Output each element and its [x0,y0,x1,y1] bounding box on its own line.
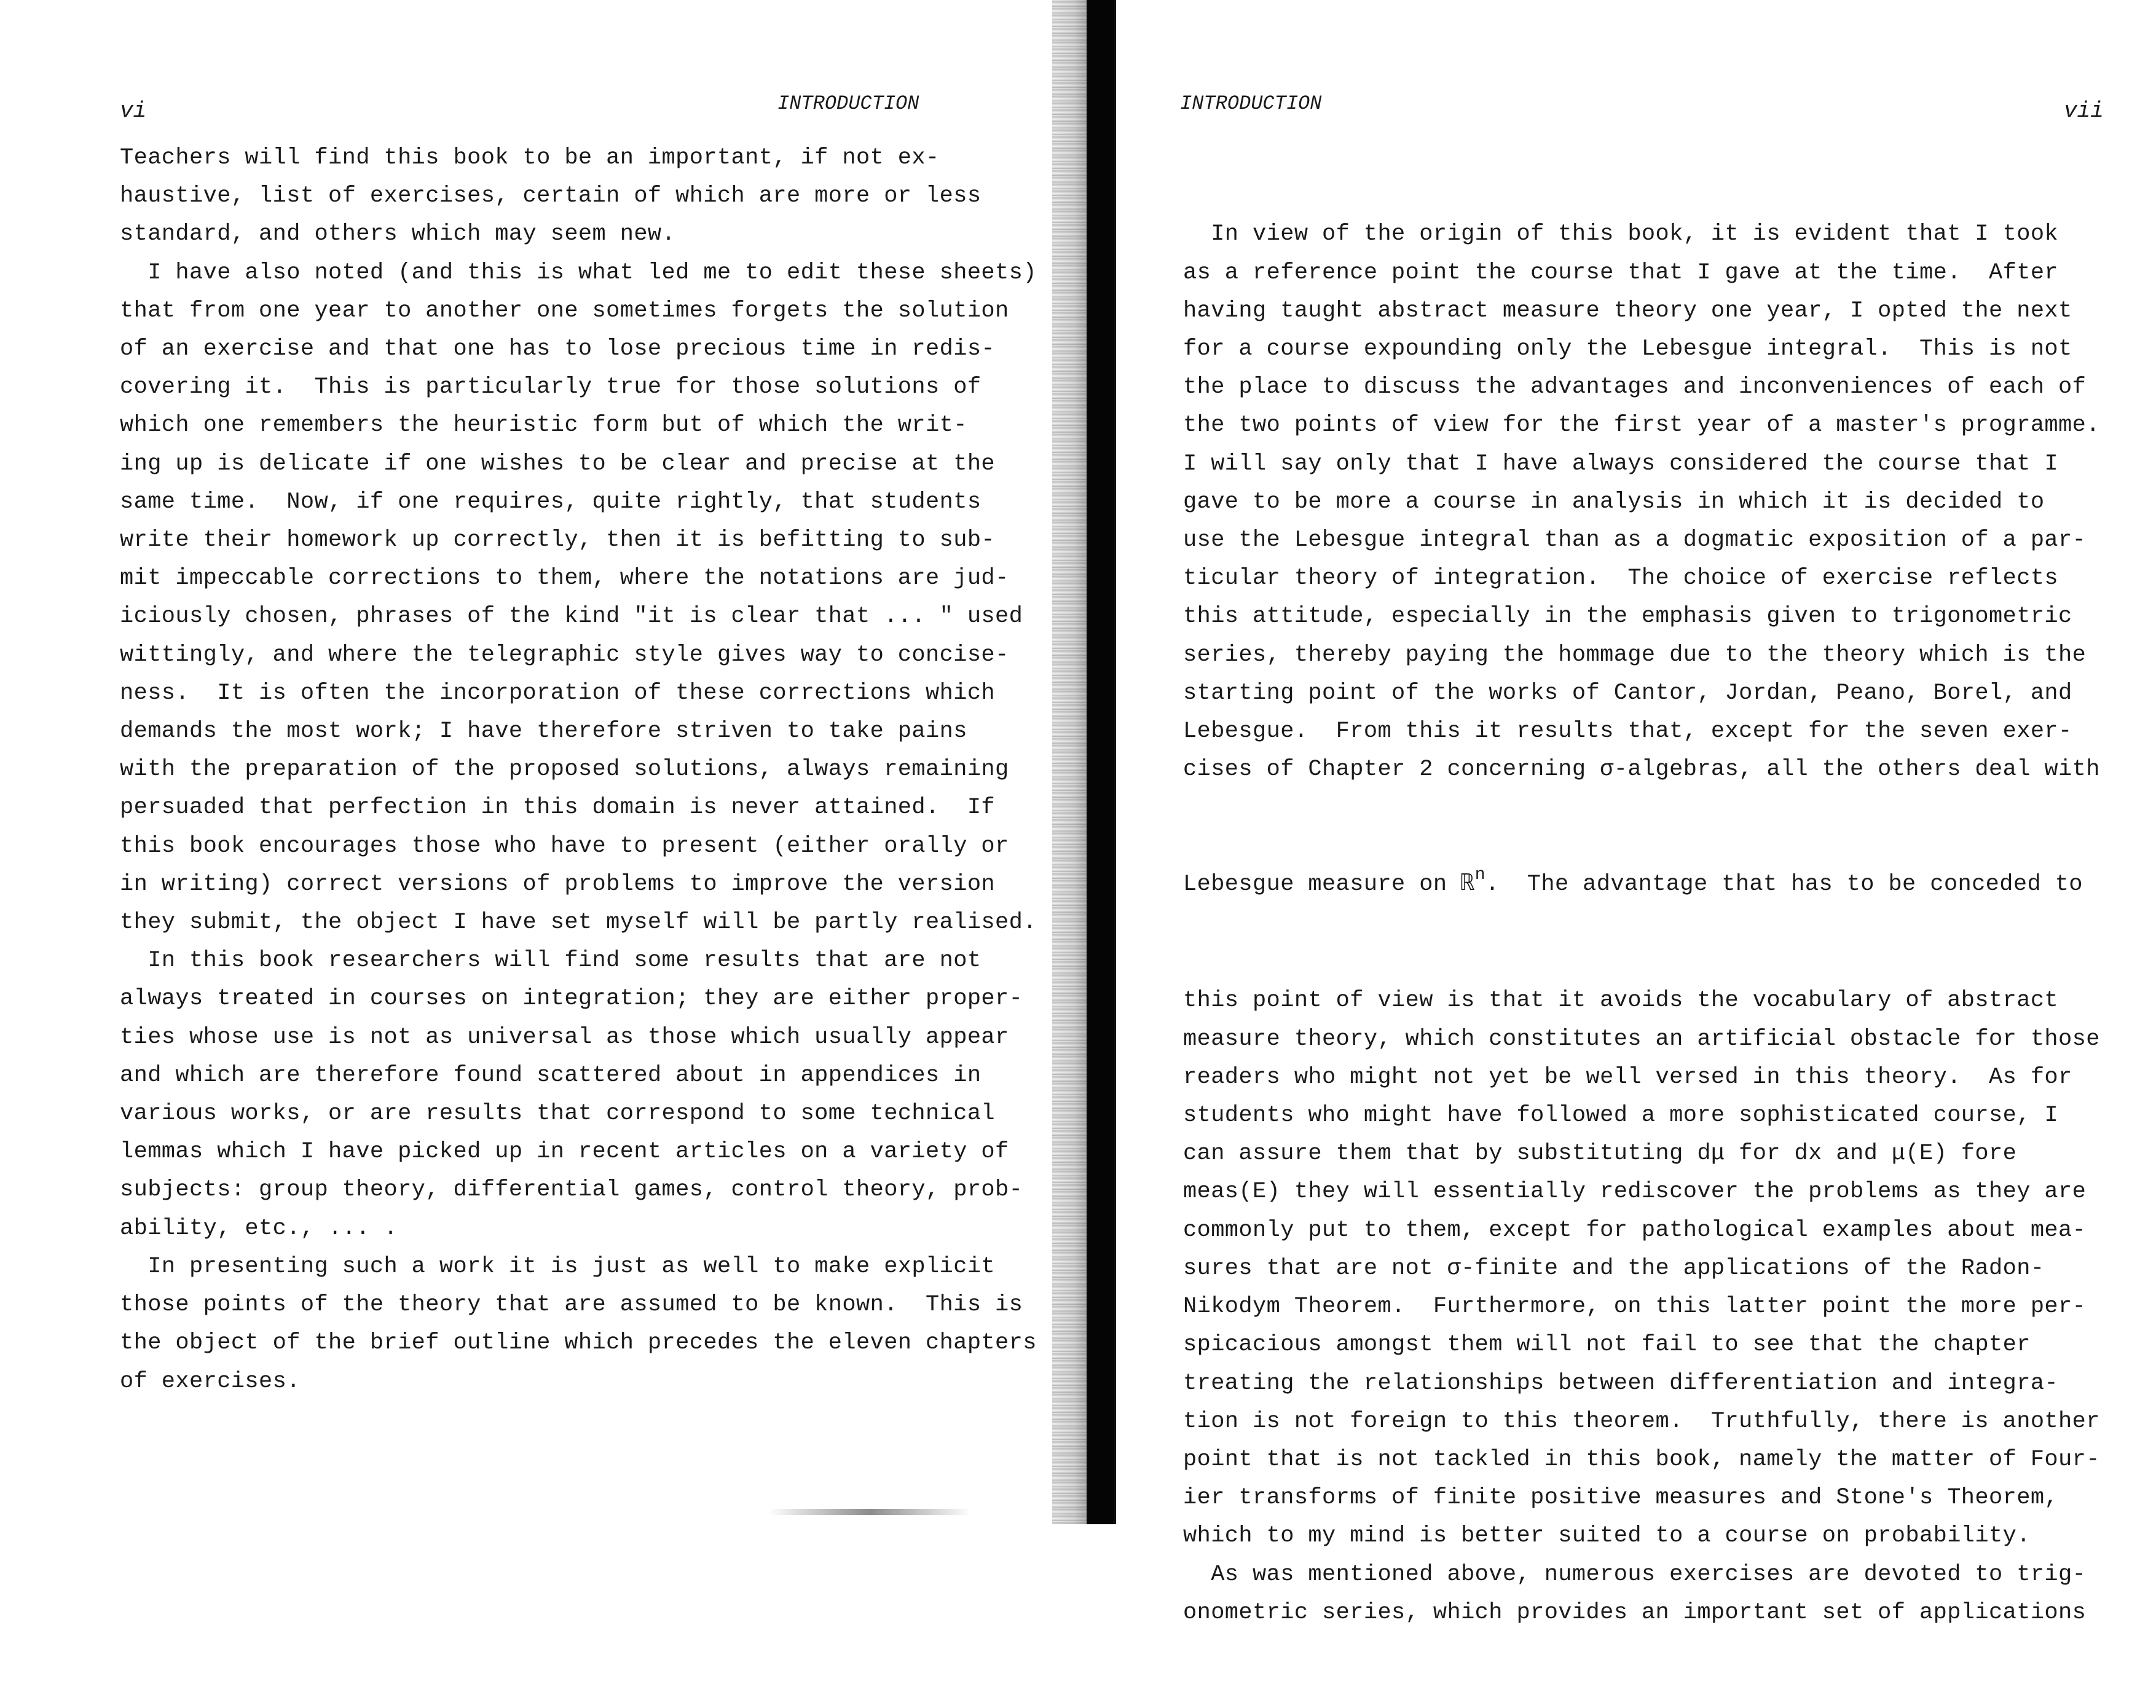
text-line: which one remembers the heuristic form but of which the writ- [120,412,967,439]
text-line: starting point of the works of Cantor, Jordan, Peano, Borel, and [1183,680,2072,706]
text-line: In view of the origin of this book, it is evident that I took [1183,221,2059,248]
text-line: those points of the theory that are assumed to be known. This is [120,1292,1023,1318]
text-line: Teachers will find this book to be an important, if not ex- [120,145,940,171]
text-line: measure theory, which constitutes an artificial obstacle for those [1183,1026,2100,1052]
right-body-text [1183,139,2100,1708]
text-line: this book encourages those who have to present (either orally or [120,833,1009,859]
text-line: cises of Chapter 2 concerning σ-algebras, all the others deal with [1183,757,2100,783]
book-gutter-core [1087,0,1114,1524]
text-line: having taught abstract measure theory one year, I opted the next [1183,297,2072,324]
text-line: persuaded that perfection in this domain is never attained. If [120,795,996,821]
text-line: In this book researchers will find some results that are not [120,948,982,974]
text-line: In presenting such a work it is just as well to make explicit [120,1253,996,1280]
text-line: wittingly, and where the telegraphic style gives way to concise- [120,642,1009,668]
text-line: ability, etc., ... . [120,1215,398,1242]
text-line: and which are therefore found scattered about in appendices in [120,1062,982,1088]
text-line: use the Lebesgue integral than as a dogmatic exposition of a par- [1183,527,2087,554]
text-line: Lebesgue. From this it results that, except for the seven exer- [1183,718,2072,745]
left-page [0,0,1045,1524]
text-line: which to my mind is better suited to a course on probability. [1183,1523,2031,1549]
text-line: meas(E) they will essentially rediscover the problems as they are [1183,1179,2087,1205]
scan-smudge [768,1509,971,1515]
text-line: readers who might not yet be well versed in this theory. As for [1183,1064,2072,1090]
text-line: sures that are not σ-finite and the applications of the Radon- [1183,1255,2045,1281]
text-line: ier transforms of finite positive measures and Stone's Theorem, [1183,1485,2059,1511]
text-line: I have also noted (and this is what led me to edit these sheets) [120,259,1037,286]
text-line: the two points of view for the first year of a master's programme. [1183,412,2100,439]
text-line: iciously chosen, phrases of the kind "it is clear that ... " used [120,604,1023,630]
left-page-number: vi [120,98,147,124]
text-line: covering it. This is particularly true for those solutions of [120,374,982,401]
text-line: spicacious amongst them will not fail to see that the chapter [1183,1332,2031,1358]
text-line: for a course expounding only the Lebesgue integral. This is not [1183,336,2072,363]
text-line: ties whose use is not as universal as those which usually appear [120,1024,1009,1050]
text-line: series, thereby paying the hommage due to the theory which is the [1183,642,2087,668]
text-line: with the preparation of the proposed solutions, always remaining [120,757,1009,783]
text-line: the object of the brief outline which precedes the eleven chapters [120,1330,1037,1356]
text-line: write their homework up correctly, then it is befitting to sub- [120,527,996,554]
text-line: standard, and others which may seem new. [120,221,676,248]
text-line: same time. Now, if one requires, quite rightly, that students [120,489,982,515]
text-line: Nikodym Theorem. Furthermore, on this latter point the more per- [1183,1294,2087,1320]
text-line: ness. It is often the incorporation of these corrections which [120,680,996,706]
text-line: as a reference point the course that I gave at the time. After [1183,259,2059,286]
text-line: this point of view is that it avoids the vocabulary of abstract [1183,988,2059,1014]
text-line: gave to be more a course in analysis in which it is decided to [1183,489,2045,515]
text-line-rn [1183,865,2100,905]
right-running-head: INTRODUCTION [1180,92,1322,115]
text-line: onometric series, which provides an important set of applications [1183,1599,2087,1626]
text-line: of exercises. [120,1368,301,1395]
text-line: commonly put to them, except for pathological examples about mea- [1183,1217,2087,1243]
text-rn-superscript: n [1474,865,1485,884]
text-line: I will say only that I have always considered the course that I [1183,451,2059,477]
text-line: demands the most work; I have therefore striven to take pains [120,718,967,745]
text-line: tion is not foreign to this theorem. Truthfully, there is another [1183,1408,2100,1434]
text-line: As was mentioned above, numerous exercises are devoted to trig- [1183,1561,2087,1588]
text-line: mit impeccable corrections to them, where the notations are jud- [120,565,1009,592]
text-line: students who might have followed a more sophisticated course, I [1183,1103,2059,1129]
text-line: ing up is delicate if one wishes to be clear and precise at the [120,451,996,477]
text-line: they submit, the object I have set myself will be partly realised. [120,910,1037,936]
text-line: in writing) correct versions of problems to improve the version [120,871,996,897]
text-line: always treated in courses on integration; they are either proper- [120,986,1023,1012]
text-line: ticular theory of integration. The choice of exercise reflects [1183,565,2059,592]
text-line: subjects: group theory, differential games, control theory, prob- [120,1177,1023,1203]
text-line: can assure them that by substituting dμ for dx and μ(E) fore [1183,1141,2017,1167]
text-line: of an exercise and that one has to lose precious time in redis- [120,336,996,363]
text-line: various works, or are results that correspond to some technical [120,1101,996,1127]
text-line: that from one year to another one sometimes forgets the solution [120,297,1009,324]
text-line: the place to discuss the advantages and inconveniences of each of [1183,374,2087,401]
text-line: this attitude, especially in the emphasis given to trigonometric [1183,604,2072,630]
text-rn-pre: Lebesgue measure on ℝ [1183,871,1475,897]
text-line: treating the relationships between differentiation and integra- [1183,1370,2059,1396]
right-page [1119,0,2156,1626]
right-page-number: vii [2064,98,2104,124]
left-running-head: INTRODUCTION [777,92,919,115]
left-body-text [120,139,1037,1401]
text-line: haustive, list of exercises, certain of which are more or less [120,183,982,210]
text-line: point that is not tackled in this book, namely the matter of Four- [1183,1446,2100,1473]
text-rn-post: . The advantage that has to be conceded to [1485,871,2083,897]
text-line: lemmas which I have picked up in recent articles on a variety of [120,1139,1009,1165]
